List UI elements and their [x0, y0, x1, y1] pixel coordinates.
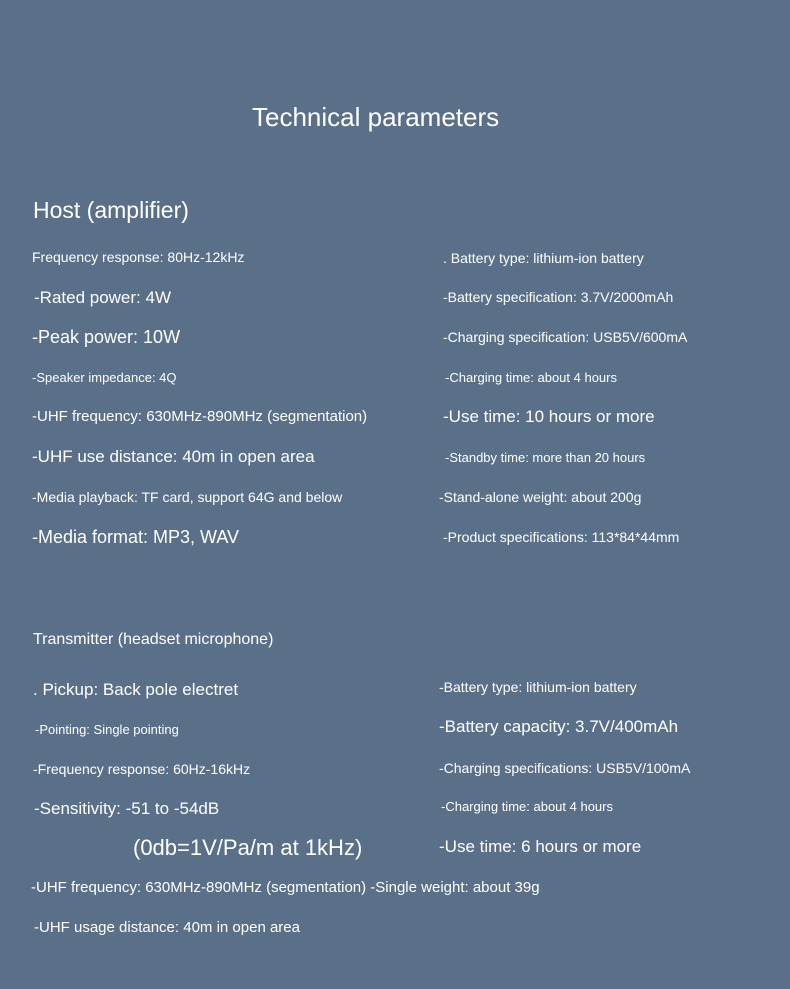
host-spec-battery-type: . Battery type: lithium-ion battery	[443, 250, 644, 266]
host-spec-rated-power: -Rated power: 4W	[34, 288, 171, 307]
host-spec-frequency-response: Frequency response: 80Hz-12kHz	[32, 249, 245, 265]
host-spec-battery-specification: -Battery specification: 3.7V/2000mAh	[443, 289, 674, 305]
host-spec-charging-specification: -Charging specification: USB5V/600mA	[443, 329, 688, 345]
transmitter-spec-sensitivity: -Sensitivity: -51 to -54dB	[34, 799, 220, 818]
host-spec-uhf-frequency: -UHF frequency: 630MHz-890MHz (segmentation)	[32, 408, 368, 425]
host-spec-standalone-weight: -Stand-alone weight: about 200g	[439, 489, 642, 505]
host-spec-charging-time: -Charging time: about 4 hours	[445, 370, 617, 385]
transmitter-spec-frequency-response: -Frequency response: 60Hz-16kHz	[33, 761, 251, 777]
host-spec-media-playback: -Media playback: TF card, support 64G and below	[32, 489, 343, 505]
transmitter-spec-charging-specifications: -Charging specifications: USB5V/100mA	[439, 760, 691, 776]
transmitter-heading: Transmitter (headset microphone)	[33, 631, 274, 648]
transmitter-spec-pointing: -Pointing: Single pointing	[35, 722, 179, 737]
transmitter-spec-battery-type: -Battery type: lithium-ion battery	[439, 679, 637, 695]
transmitter-spec-uhf-distance: -UHF usage distance: 40m in open area	[34, 919, 300, 936]
transmitter-spec-uhf-frequency-weight: -UHF frequency: 630MHz-890MHz (segmentation) -Single weight: about 39g	[31, 879, 540, 896]
host-spec-standby-time: -Standby time: more than 20 hours	[445, 450, 646, 465]
host-spec-media-format: -Media format: MP3, WAV	[32, 527, 240, 547]
host-spec-uhf-distance: -UHF use distance: 40m in open area	[32, 447, 315, 466]
transmitter-spec-use-time: -Use time: 6 hours or more	[439, 837, 642, 856]
host-spec-use-time: -Use time: 10 hours or more	[443, 407, 655, 426]
transmitter-spec-battery-capacity: -Battery capacity: 3.7V/400mAh	[439, 717, 679, 736]
host-spec-speaker-impedance: -Speaker impedance: 4Q	[32, 370, 177, 385]
transmitter-spec-sensitivity-note: (0db=1V/Pa/m at 1kHz)	[133, 835, 363, 860]
page-title: Technical parameters	[252, 102, 500, 132]
host-spec-product-specifications: -Product specifications: 113*84*44mm	[443, 529, 680, 545]
host-heading: Host (amplifier)	[33, 197, 189, 223]
host-spec-peak-power: -Peak power: 10W	[32, 327, 181, 347]
transmitter-spec-charging-time: -Charging time: about 4 hours	[441, 799, 613, 814]
transmitter-spec-pickup: . Pickup: Back pole electret	[33, 680, 239, 699]
